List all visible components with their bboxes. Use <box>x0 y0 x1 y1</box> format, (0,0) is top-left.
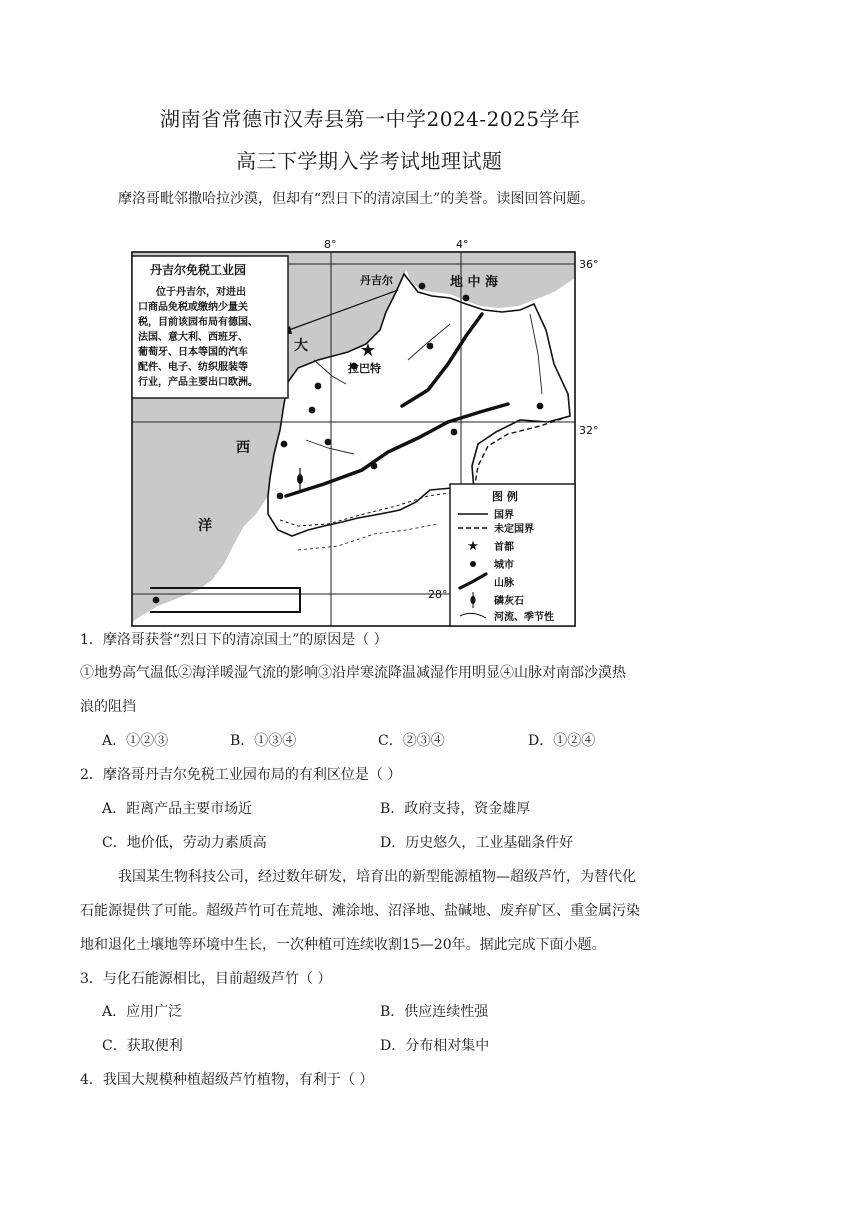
city-label-tanger: 丹吉尔 <box>360 274 393 287</box>
question-3-option-b[interactable]: B．供应连续性强 <box>380 1004 489 1020</box>
ocean-label: 西 <box>236 440 250 456</box>
legend-title: 图 例 <box>492 490 518 503</box>
infobox-line: 行业，产品主要出口欧洲。 <box>138 377 258 388</box>
city-label-rabat: 拉巴特 <box>348 362 381 375</box>
lon-label-4: 4° <box>456 238 469 251</box>
legend-item: 河流、季节性 <box>494 612 554 623</box>
question-2-option-d[interactable]: D．历史悠久，工业基础条件好 <box>380 835 574 851</box>
city-dot <box>325 439 332 446</box>
lon-label-8: 8° <box>324 238 337 251</box>
legend-item: 国界 <box>494 510 514 521</box>
question-4-stem: 4．我国大规模种植超级芦竹植物，有利于（ ） <box>80 1072 374 1088</box>
intro2-paragraph-cont: 地和退化土壤地等环境中生长，一次种植可连续收割15—20年。据此完成下面小题。 <box>80 937 606 953</box>
legend-star-icon: ★ <box>467 539 479 554</box>
capital-star-icon: ★ <box>359 340 377 361</box>
sea-label: 地 中 海 <box>450 275 499 290</box>
legend-item: 磷灰石 <box>494 596 524 607</box>
city-dot <box>277 493 284 500</box>
city-dot <box>463 295 470 302</box>
legend-item: 山脉 <box>494 578 514 589</box>
infobox-line: 配件、电子、纺织服装等 <box>138 362 248 373</box>
question-2-option-a[interactable]: A．距离产品主要市场近 <box>102 801 253 817</box>
lat-label-28: 28° <box>428 588 448 601</box>
legend-item: 首都 <box>494 542 514 553</box>
city-dot <box>309 407 316 414</box>
legend-item: 城市 <box>494 560 514 571</box>
infobox-title: 丹吉尔免税工业园 <box>150 263 247 277</box>
legend-item: 未定国界 <box>494 524 534 535</box>
morocco-map <box>128 234 608 630</box>
question-1-stem: 1．摩洛哥获誉“烈日下的清凉国土”的原因是（ ） <box>80 632 388 648</box>
question-1-option-a[interactable]: A．①②③ <box>102 733 169 749</box>
city-dot <box>281 441 288 448</box>
infobox-line: 位于丹吉尔，对进出 <box>156 287 246 298</box>
question-3-option-d[interactable]: D．分布相对集中 <box>380 1038 490 1054</box>
intro2-paragraph-cont: 石能源提供了可能。超级芦竹可在荒地、滩涂地、沼泽地、盐碱地、废弃矿区、重金属污染 <box>80 903 640 919</box>
question-3-stem: 3．与化石能源相比，目前超级芦竹（ ） <box>80 971 332 987</box>
question-3-option-c[interactable]: C．获取便利 <box>102 1038 183 1054</box>
infobox-line: 葡萄牙、日本等国的汽车 <box>138 347 248 358</box>
lat-label-36: 36° <box>579 258 599 271</box>
infobox-line: 口商品免税或缴纳少量关 <box>138 302 248 313</box>
intro2-paragraph: 我国某生物科技公司，经过数年研发，培育出的新型能源植物—超级芦竹，为替代化 <box>118 869 636 885</box>
doc-title-line1: 湖南省常德市汉寿县第一中学2024-2025学年 <box>160 107 581 131</box>
question-1-items: ①地势高气温低②海洋暖湿气流的影响③沿岸寒流降温减湿作用明显④山脉对南部沙漠热 <box>80 665 626 681</box>
intro-paragraph: 摩洛哥毗邻撒哈拉沙漠，但却有“烈日下的清凉国土”的美誉。读图回答问题。 <box>118 191 595 207</box>
infobox-line: 法国、意大利、西班牙、 <box>138 332 248 343</box>
question-1-items-cont: 浪的阻挡 <box>80 699 136 715</box>
lat-label-32: 32° <box>579 424 599 437</box>
question-1-option-d[interactable]: D．①②④ <box>528 733 596 749</box>
legend-city-swatch <box>470 561 476 567</box>
city-dot <box>371 463 378 470</box>
city-dot <box>153 597 160 604</box>
ocean-label: 大 <box>294 338 308 354</box>
question-1-option-c[interactable]: C．②③④ <box>378 733 445 749</box>
question-2-option-b[interactable]: B．政府支持，资金雄厚 <box>380 801 531 817</box>
ocean-label: 洋 <box>198 518 212 534</box>
question-2-option-c[interactable]: C．地价低，劳动力素质高 <box>102 835 267 851</box>
city-dot <box>451 429 458 436</box>
question-3-option-a[interactable]: A．应用广泛 <box>102 1004 183 1020</box>
city-dot <box>537 403 544 410</box>
question-2-stem: 2．摩洛哥丹吉尔免税工业园布局的有利区位是（ ） <box>80 767 402 783</box>
infobox-line: 税，目前该园布局有德国、 <box>138 317 258 328</box>
city-dot <box>427 343 434 350</box>
question-1-option-b[interactable]: B．①③④ <box>230 733 297 749</box>
city-dot-tanger <box>419 283 426 290</box>
city-dot <box>315 383 322 390</box>
doc-title-line2: 高三下学期入学考试地理试题 <box>236 149 503 173</box>
